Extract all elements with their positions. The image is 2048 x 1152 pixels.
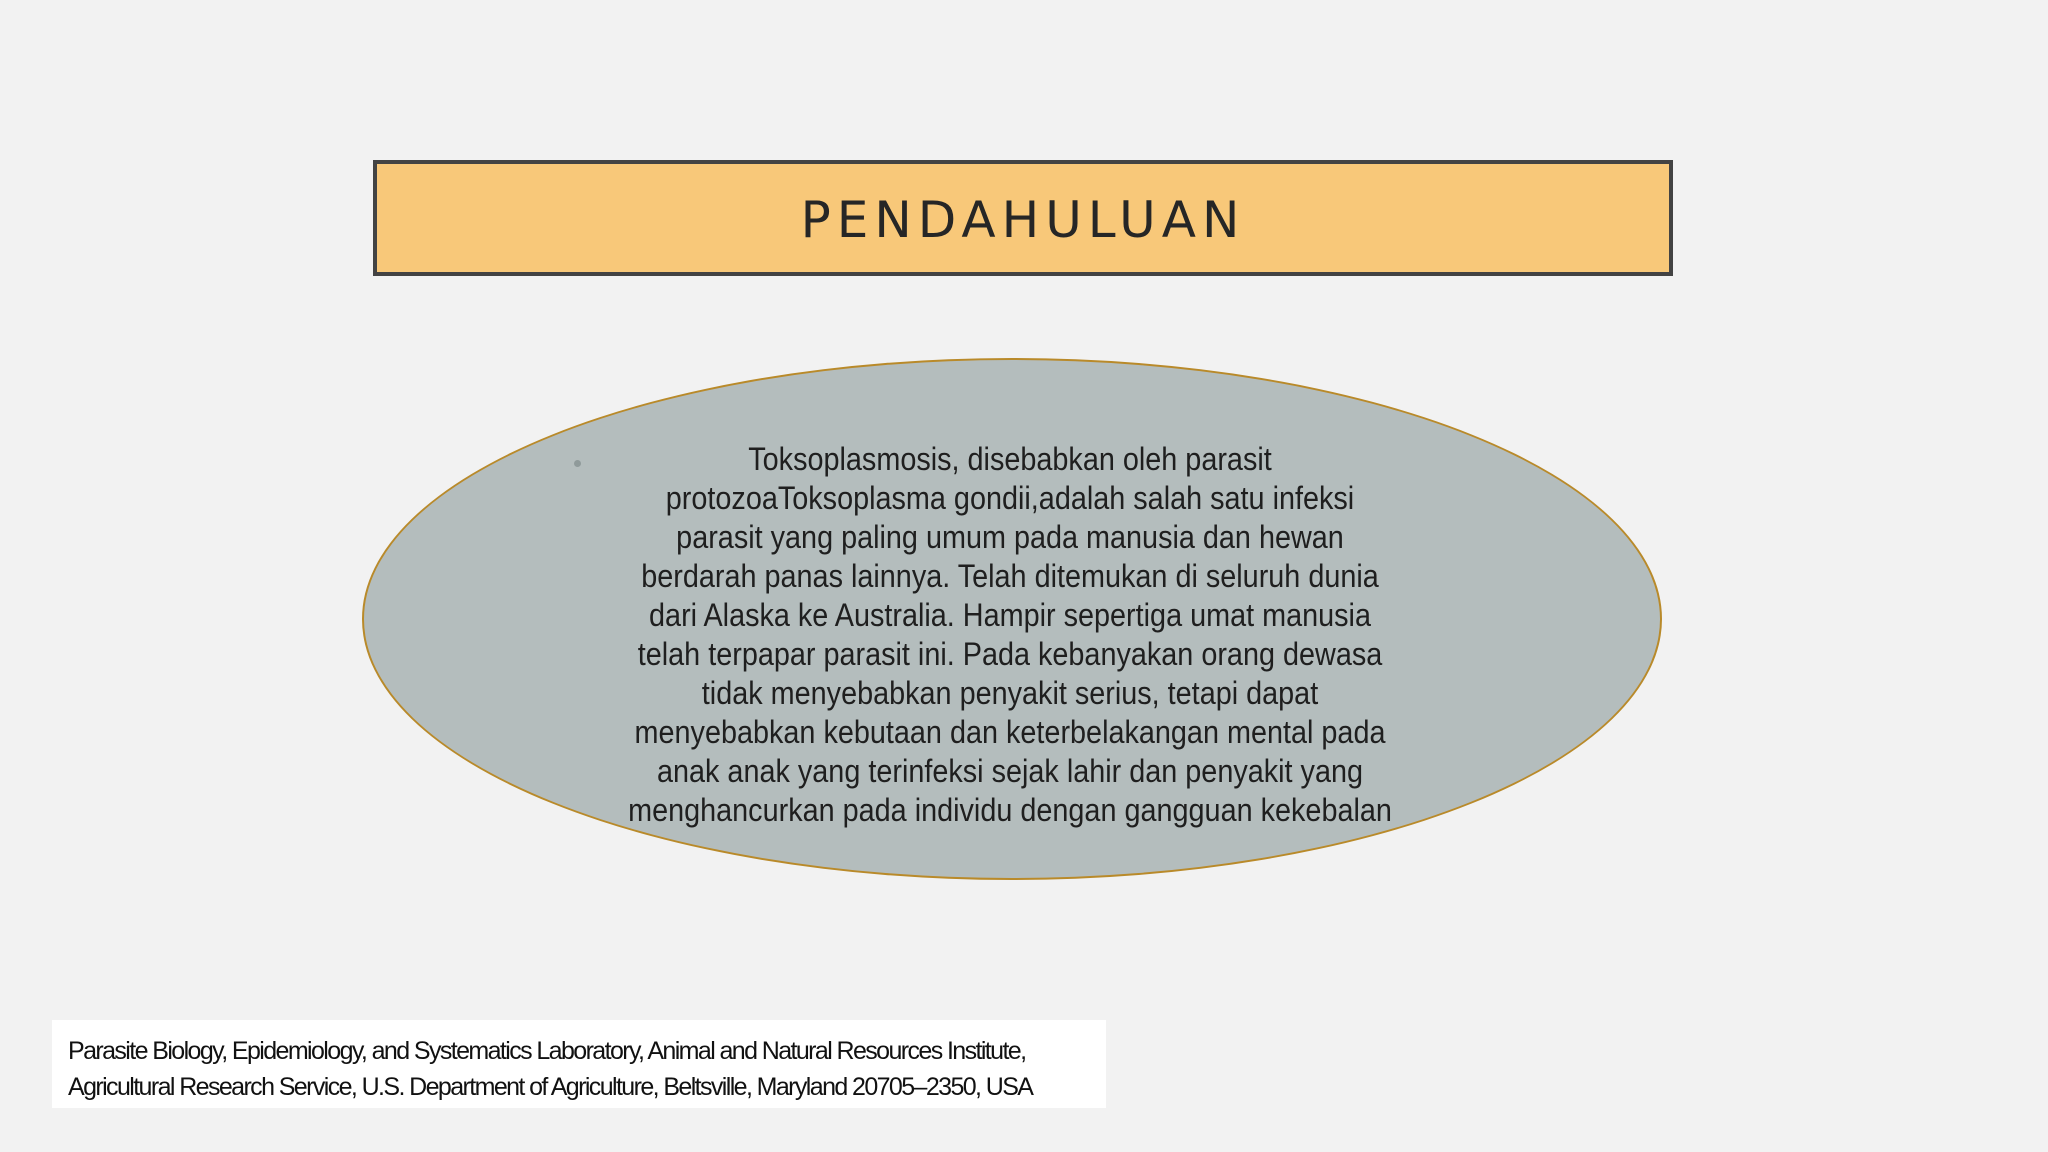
- bullet-item: [570, 440, 1480, 830]
- slide-title: PENDAHULUAN: [800, 191, 1246, 249]
- reference-box: [52, 1020, 1106, 1108]
- bullet-dot-icon: [574, 460, 581, 467]
- title-banner: [373, 160, 1673, 276]
- reference-line-1: Parasite Biology, Epidemiology, and Systematics Laboratory, Animal and Natural Resources Institute,: [68, 1037, 1026, 1065]
- bullet-text: Toksoplasmosis, disebabkan oleh parasit protozoaToksoplasma gondii,adalah salah satu infeksi parasit yang paling umum pada manusia dan hewan berdarah panas lainnya. Telah ditemukan di seluruh dunia dari Alaska ke Australia. Hampir sepertiga umat manusia telah terpapar parasit ini. Pada kebanyakan orang dewasa tidak menyebabkan penyakit serius, tetapi dapat menyebabkan kebutaan dan keterbelakangan mental pada anak anak yang terinfeksi sejak lahir dan penyakit yang menghancurkan pada individu dengan gangguan kekebalan: [628, 441, 1392, 828]
- reference-line-2: Agricultural Research Service, U.S. Department of Agriculture, Beltsville, Maryland 20705–2350, USA: [68, 1073, 1033, 1101]
